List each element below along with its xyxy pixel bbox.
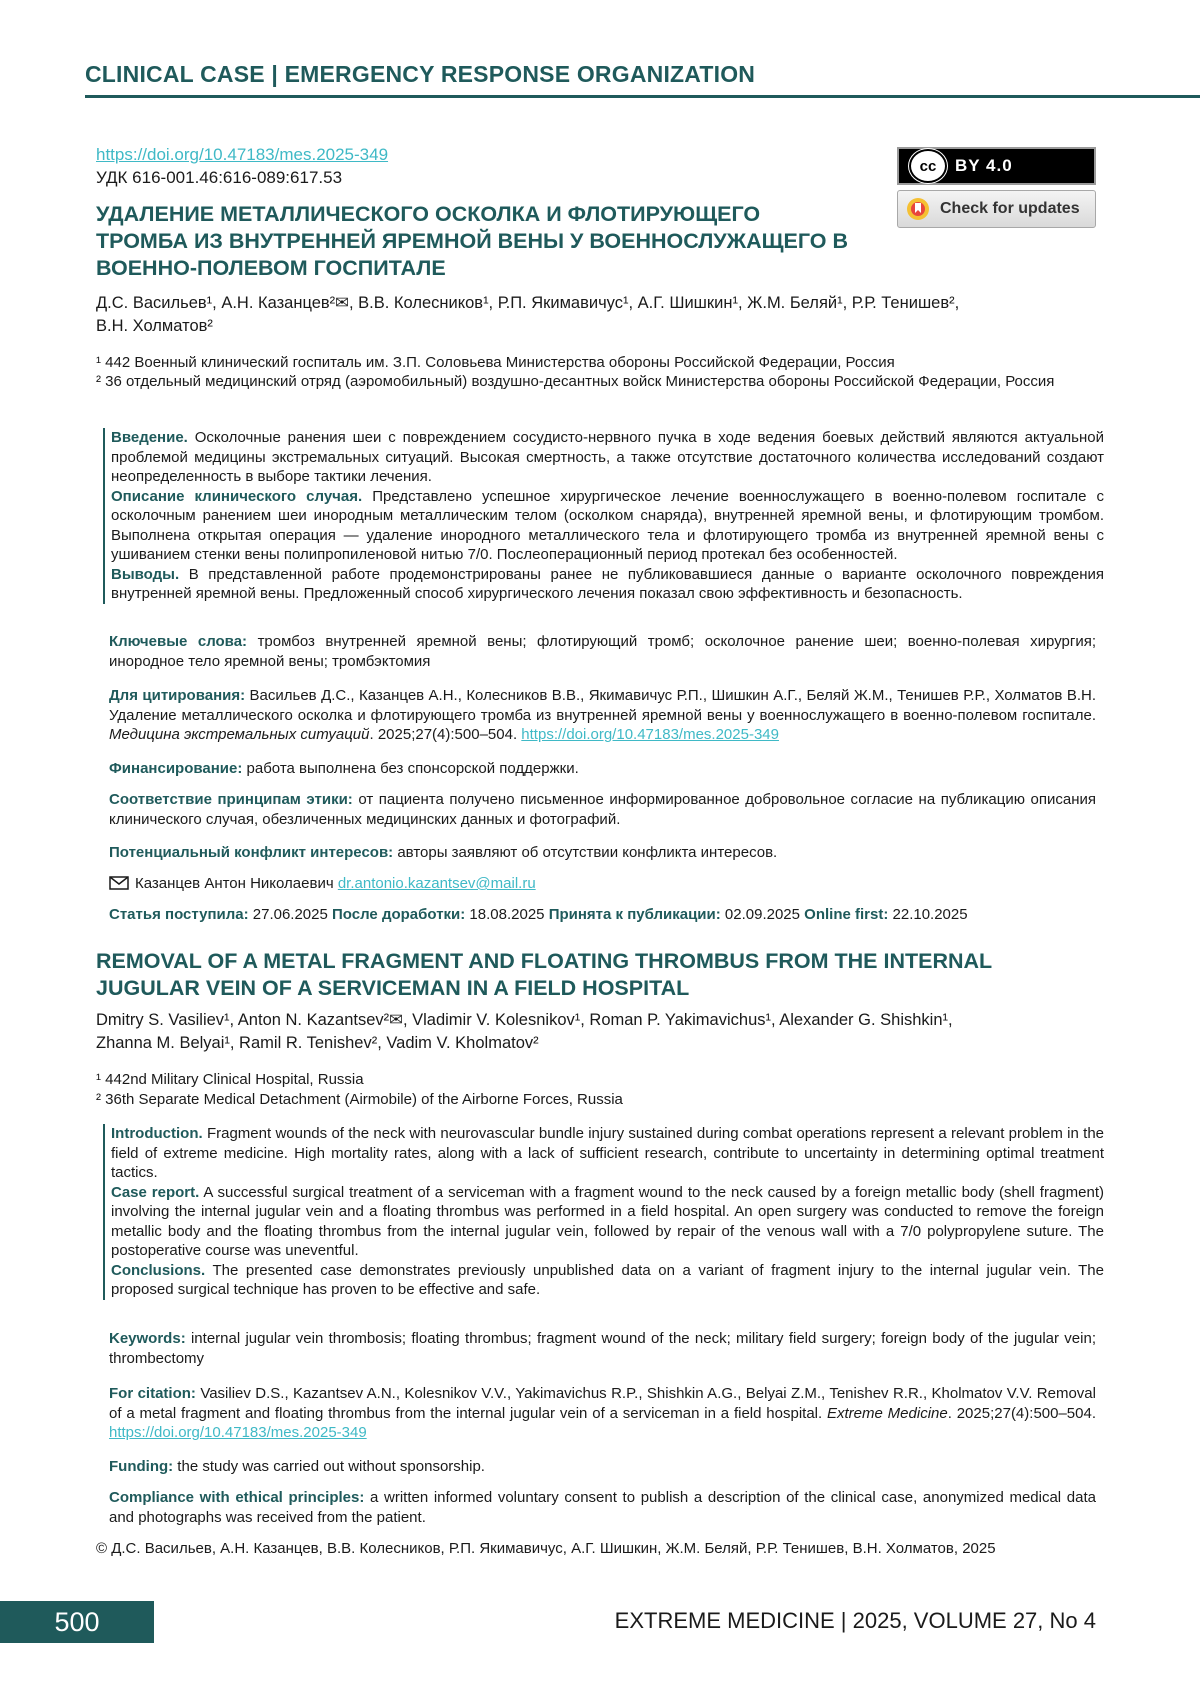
cc-license-badge[interactable] [897, 147, 1096, 185]
contact-name: Казанцев Антон Николаевич [135, 875, 334, 892]
ru-abstract-case-text: Представлено успешное хирургическое лечение военнослужащего в военно-полевом госпитале с осколочным ранением шеи инородным металлическим телом (осколком снаряда), внутренней яремной вены, и флотирующим тромбом. Выполнена открытая операция — удаление инородного металлического тела и флотирующего тромба из внутренней яремной вены с ушиванием стенки вены полипропиленовой нитью 7/0. Послеоперационный период протекал без особенностей. [111, 487, 1104, 563]
ru-article-title: УДАЛЕНИЕ МЕТАЛЛИЧЕСКОГО ОСКОЛКА И ФЛОТИРУЮЩЕГО ТРОМБА ИЗ ВНУТРЕННЕЙ ЯРЕМНОЙ ВЕНЫ У ВОЕННОСЛУЖАЩЕГО В ВОЕННО-ПОЛЕВОМ ГОСПИТАЛЕ [96, 202, 849, 280]
en-ethics-label: Compliance with ethical principles: [109, 1489, 365, 1506]
en-keywords [109, 1329, 1096, 1368]
en-ethics [109, 1488, 1096, 1527]
ru-ethics [109, 790, 1096, 829]
received-label: Статья поступила: [109, 906, 249, 923]
ru-funding-text: работа выполнена без спонсорской поддержки. [242, 760, 579, 777]
ru-abstract-conclusions-label: Выводы. [111, 565, 180, 583]
accepted-label: Принята к публикации: [548, 906, 721, 923]
ru-dates [109, 905, 1096, 925]
ru-affiliation: ² 36 отдельный медицинский отряд (аэромобильный) воздушно-десантных войск Министерства обороны Российской Федерации, Россия [96, 373, 1055, 390]
en-affiliations [96, 1070, 1086, 1109]
running-header [85, 61, 1200, 88]
copyright-notice: © Д.С. Васильев, А.Н. Казанцев, В.В. Колесников, Р.П. Якимавичус, А.Г. Шишкин, Ж.М. Беляй, Р.Р. Тенишев, В.Н. Холматов, 2025 [96, 1540, 996, 1557]
ru-authors [96, 292, 1056, 338]
ru-contact [109, 874, 1096, 894]
page-number: 500 [0, 1601, 154, 1643]
en-citation-doi-link[interactable]: https://doi.org/10.47183/mes.2025-349 [109, 1424, 367, 1441]
ru-authors-line: В.Н. Холматов² [96, 317, 213, 335]
en-citation-journal: Extreme Medicine [827, 1404, 948, 1422]
ru-affiliations [96, 353, 1086, 391]
en-funding-text: the study was carried out without sponsorship. [173, 1458, 485, 1475]
contact-email-link[interactable]: dr.antonio.kazantsev@mail.ru [337, 875, 536, 892]
doi-link[interactable]: https://doi.org/10.47183/mes.2025-349 [96, 145, 389, 164]
en-citation-text: Vasiliev D.S., Kazantsev A.N., Kolesnikov V.V., Yakimavichus R.P., Shishkin A.G., Belyai Z.M., Tenishev R.R., Kholmatov V.V. Removal of a metal fragment and floating thrombus from the internal jugular vein of a serviceman in a field hospital. [109, 1385, 1096, 1422]
en-keywords-text: internal jugular vein thrombosis; floating thrombus; fragment wound of the neck; military field surgery; foreign body of the jugular vein; thrombectomy [109, 1330, 1096, 1367]
ru-funding-label: Финансирование: [109, 760, 243, 777]
online-label: Online first: [804, 906, 889, 923]
en-authors [96, 1009, 1086, 1055]
ru-citation-doi-link[interactable]: https://doi.org/10.47183/mes.2025-349 [521, 726, 779, 743]
ru-abstract-conclusions-text: В представленной работе продемонстрированы ранее не публиковавшиеся данные о варианте осколочного повреждения внутренней яремной вены. Предложенный способ хирургического лечения показал свою эффективность и безопасность. [111, 565, 1104, 602]
ru-affiliation: ¹ 442 Военный клинический госпиталь им. З.П. Соловьева Министерства обороны Российской Федерации, Россия [96, 354, 895, 371]
en-affiliation: ¹ 442nd Military Clinical Hospital, Russia [96, 1071, 364, 1088]
en-affiliation: ² 36th Separate Medical Detachment (Airmobile) of the Airborne Forces, Russia [96, 1090, 623, 1108]
ru-abstract-intro-text: Осколочные ранения шеи с повреждением сосудисто-нервного пучка в ходе ведения боевых действий являются актуальной проблемой медицины экстремальных ситуаций. Высокая смертность, а также отсутствие достаточного количества исследований создают неопределенность в выборе тактики лечения. [111, 429, 1104, 485]
en-authors-line: Dmitry S. Vasiliev¹, Anton N. Kazantsev²✉, Vladimir V. Kolesnikov¹, Roman P. Yakimavichus¹, Alexander G. Shishkin¹, [96, 1011, 953, 1029]
en-abstract-intro-label: Introduction. [111, 1125, 203, 1142]
en-citation-label: For citation: [109, 1385, 196, 1402]
ru-abstract-case-label: Описание клинического случая. [111, 487, 363, 505]
ru-conflict [109, 843, 1096, 863]
header-rule [85, 95, 1200, 98]
section-title: CLINICAL CASE | EMERGENCY RESPONSE ORGANIZATION [85, 61, 756, 87]
ru-abstract [103, 428, 1104, 604]
revised-date: 18.08.2025 [465, 906, 549, 923]
en-abstract-case-text: A successful surgical treatment of a serviceman with a fragment wound to the neck caused by a foreign metallic body (shell fragment) involving the internal jugular vein and a floating thrombus was performed in a field hospital. An open surgery was conducted to remove the foreign metallic body and the floating thrombus from the internal jugular vein, followed by repair of the venous wall with a 7/0 polypropylene suture. The postoperative course was uneventful. [111, 1183, 1104, 1259]
ru-citation [109, 686, 1096, 745]
en-citation [109, 1384, 1096, 1443]
en-article-title: REMOVAL OF A METAL FRAGMENT AND FLOATING THROMBUS FROM THE INTERNAL JUGULAR VEIN OF A SERVICEMAN IN A FIELD HOSPITAL [96, 949, 992, 1000]
received-date: 27.06.2025 [248, 906, 333, 923]
ru-citation-text: Васильев Д.С., Казанцев А.Н., Колесников В.В., Якимавичус Р.П., Шишкин А.Г., Беляй Ж.М., Тенишев Р.Р., Холматов В.Н. Удаление металлического осколка и флотирующего тромба из внутренней яремной вены у военнослужащего в военно-полевом госпитале. [109, 687, 1096, 724]
en-abstract [103, 1124, 1104, 1300]
crossmark-icon [906, 197, 930, 221]
en-abstract-conclusions-label: Conclusions. [111, 1261, 206, 1279]
cc-license-label: BY 4.0 [955, 156, 1013, 175]
udk-code: УДК 616-001.46:616-089:617.53 [96, 168, 343, 187]
journal-footer: EXTREME MEDICINE | 2025, VOLUME 27, No 4 [614, 1608, 1096, 1633]
revised-label: После доработки: [332, 906, 466, 923]
ru-keywords-text: тромбоз внутренней яремной вены; флотирующий тромб; осколочное ранение шеи; военно-полевая хирургия; инородное тело яремной вены; тромбэктомия [109, 633, 1097, 670]
ru-conflict-label: Потенциальный конфликт интересов: [109, 844, 394, 861]
ru-keywords [109, 632, 1096, 671]
ru-authors-line: Д.С. Васильев¹, А.Н. Казанцев²✉, В.В. Колесников¹, Р.П. Якимавичус¹, А.Г. Шишкин¹, Ж.М. Беляй¹, Р.Р. Тенишев², [96, 294, 960, 312]
ru-abstract-intro-label: Введение. [111, 429, 188, 446]
en-abstract-intro-text: Fragment wounds of the neck with neurovascular bundle injury sustained during combat operations represent a relevant problem in the field of extreme medicine. High mortality rates, along with a lack of sufficient research, contribute to uncertainty in determining optimal treatment tactics. [111, 1125, 1104, 1181]
en-abstract-case-label: Case report. [111, 1183, 200, 1201]
en-ethics-text: a written informed voluntary consent to publish a description of the clinical case, anonymized medical data and photographs was received from the patient. [109, 1489, 1096, 1526]
ru-citation-journal: Медицина экстремальных ситуаций [109, 726, 370, 743]
ru-funding [109, 759, 1096, 779]
ru-conflict-text: авторы заявляют об отсутствии конфликта интересов. [393, 844, 778, 861]
en-abstract-conclusions-text: The presented case demonstrates previously unpublished data on a variant of fragment injury to the internal jugular vein. The proposed surgical technique has proven to be effective and safe. [111, 1261, 1104, 1298]
en-authors-line: Zhanna M. Belyai¹, Ramil R. Tenishev², Vadim V. Kholmatov² [96, 1034, 539, 1052]
ru-keywords-label: Ключевые слова: [109, 633, 248, 650]
check-for-updates-label: Check for updates [940, 200, 1080, 217]
mail-icon [109, 876, 129, 890]
accepted-date: 02.09.2025 [720, 906, 805, 923]
online-date: 22.10.2025 [888, 906, 968, 923]
ru-ethics-text: от пациента получено письменное информированное добровольное согласие на публикацию описания клинического случая, обезличенных медицинских данных и фотографий. [109, 791, 1096, 828]
ru-citation-tail: . 2025;27(4):500–504. [369, 726, 522, 743]
en-keywords-label: Keywords: [109, 1330, 186, 1347]
check-for-updates-badge[interactable] [897, 190, 1096, 228]
ru-citation-label: Для цитирования: [109, 687, 246, 704]
en-citation-tail: . 2025;27(4):500–504. [947, 1404, 1097, 1422]
ru-ethics-label: Соответствие принципам этики: [109, 791, 353, 808]
en-funding [109, 1457, 1096, 1477]
en-funding-label: Funding: [109, 1458, 174, 1475]
cc-logo-icon: cc [909, 149, 947, 183]
